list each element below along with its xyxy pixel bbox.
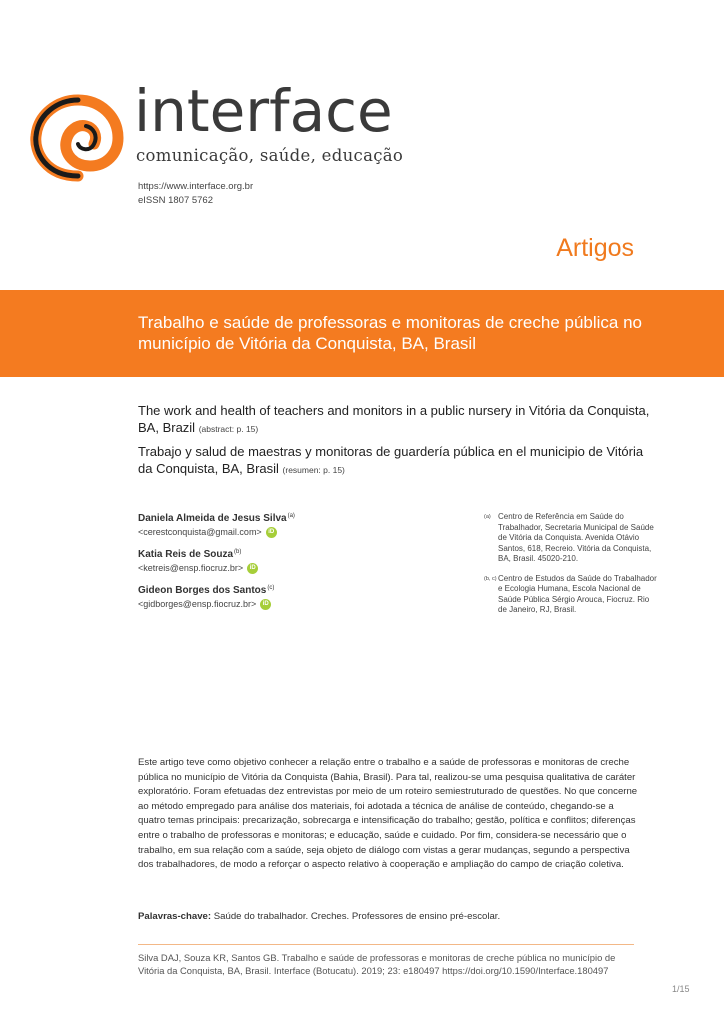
- author-email[interactable]: <ketreis@ensp.fiocruz.br>: [138, 563, 244, 573]
- alt-title-spanish: Trabajo y salud de maestras y monitoras de guardería pública en el municipio de Vitória da Conquista, BA, Brasil (resumen: p. 15): [138, 444, 644, 476]
- affiliation-list: [484, 512, 659, 625]
- orcid-icon[interactable]: iD: [266, 527, 277, 538]
- abstract-page-link[interactable]: (abstract: p. 15): [198, 424, 259, 434]
- journal-name: interface: [134, 77, 393, 145]
- author-item: [138, 512, 468, 539]
- author-affil-mark: (b): [234, 549, 242, 555]
- alt-titles: [138, 402, 658, 484]
- affiliation-item: [484, 574, 659, 616]
- journal-eissn: eISSN 1807 5762: [138, 195, 214, 206]
- journal-url[interactable]: https://www.interface.org.br: [138, 181, 254, 192]
- citation-text: Silva DAJ, Souza KR, Santos GB. Trabalho e saúde de professoras e monitoras de creche pública no município de Vitória da Conquista, BA, Brasil. Interface (Botucatu). 2019; 23: e180497 https://doi.org/10.1590/Interface.180497: [138, 952, 616, 976]
- affiliation-text: Centro de Referência em Saúde do Trabalhador, Secretaria Municipal de Saúde de Vitória da Conquista. Avenida Otávio Santos, 618, Recreio. Vitória da Conquista, BA, Brasil. 45020-210.: [498, 512, 654, 563]
- affiliation-mark: (b, c): [484, 575, 497, 582]
- author-affil-mark: (c): [267, 585, 275, 591]
- footer-divider: [138, 944, 634, 945]
- page-number: 1/15: [672, 984, 690, 994]
- resumen-page-link[interactable]: (resumen: p. 15): [282, 465, 345, 475]
- author-list: [138, 512, 468, 620]
- author-email[interactable]: <gidborges@ensp.fiocruz.br>: [138, 599, 257, 609]
- interface-spiral-logo-icon: [28, 92, 128, 184]
- keywords-label: Palavras-chave:: [138, 911, 212, 922]
- article-title: Trabalho e saúde de professoras e monitoras de creche pública no município de Vitória da Conquista, BA, Brasil: [138, 313, 643, 353]
- author-name: Gideon Borges dos Santos: [138, 585, 267, 596]
- journal-meta: [138, 180, 253, 208]
- author-name: Katia Reis de Souza: [138, 549, 234, 560]
- author-affil-mark: (a): [287, 513, 295, 519]
- keywords-text: Saúde do trabalhador. Creches. Professores de ensino pré-escolar.: [213, 911, 501, 922]
- section-label: Artigos: [556, 234, 634, 262]
- orcid-icon[interactable]: iD: [247, 563, 258, 574]
- author-item: [138, 548, 468, 575]
- journal-tagline: comunicação, saúde, educação: [136, 146, 404, 165]
- title-banner: [0, 290, 724, 377]
- abstract-text: Este artigo teve como objetivo conhecer a relação entre o trabalho e a saúde de professoras e monitoras de creche pública no município de Vitória da Conquista (Bahia, Brasil). Para tal, realizou-se uma pesquisa qualitativa de caráter exploratório. Foram efetuadas dez entrevistas por meio de um roteiro semiestruturado de questões. No que concerne ao método empregado para análise dos materiais, foi adotada a técnica de análise de conteúdo, chegando-se a quatro temas principais: precarização, sobrecarga e intensificação do trabalho; gestão, política e conflitos; diferenças entre o trabalho de professoras e monitoras; e educação, saúde e cuidado. Por fim, considera-se necessário que o trabalho, em sua relação com a saúde, seja objeto de diálogo com vistas a gerar mudanças, segundo a perspectiva dos trabalhadores, de modo a reforçar o aspecto relativo à cooperação e ampliação do campo de criação coletiva.: [138, 757, 638, 871]
- author-item: [138, 584, 468, 611]
- keywords: [138, 910, 638, 924]
- affiliation-mark: (a): [484, 514, 491, 520]
- alt-title-english: The work and health of teachers and monitors in a public nursery in Vitória da Conquista, BA, Brazil (abstract: p. 15): [138, 403, 650, 435]
- affiliation-text: Centro de Estudos da Saúde do Trabalhador e Ecologia Humana, Escola Nacional de Saúde Pública Sérgio Arouca, Fiocruz. Rio de Janeiro, RJ, Brasil.: [498, 573, 657, 614]
- affiliation-item: [484, 512, 659, 565]
- orcid-icon[interactable]: iD: [260, 599, 271, 610]
- author-email[interactable]: <cerestconquista@gmail.com>: [138, 527, 262, 537]
- author-name: Daniela Almeida de Jesus Silva: [138, 513, 287, 524]
